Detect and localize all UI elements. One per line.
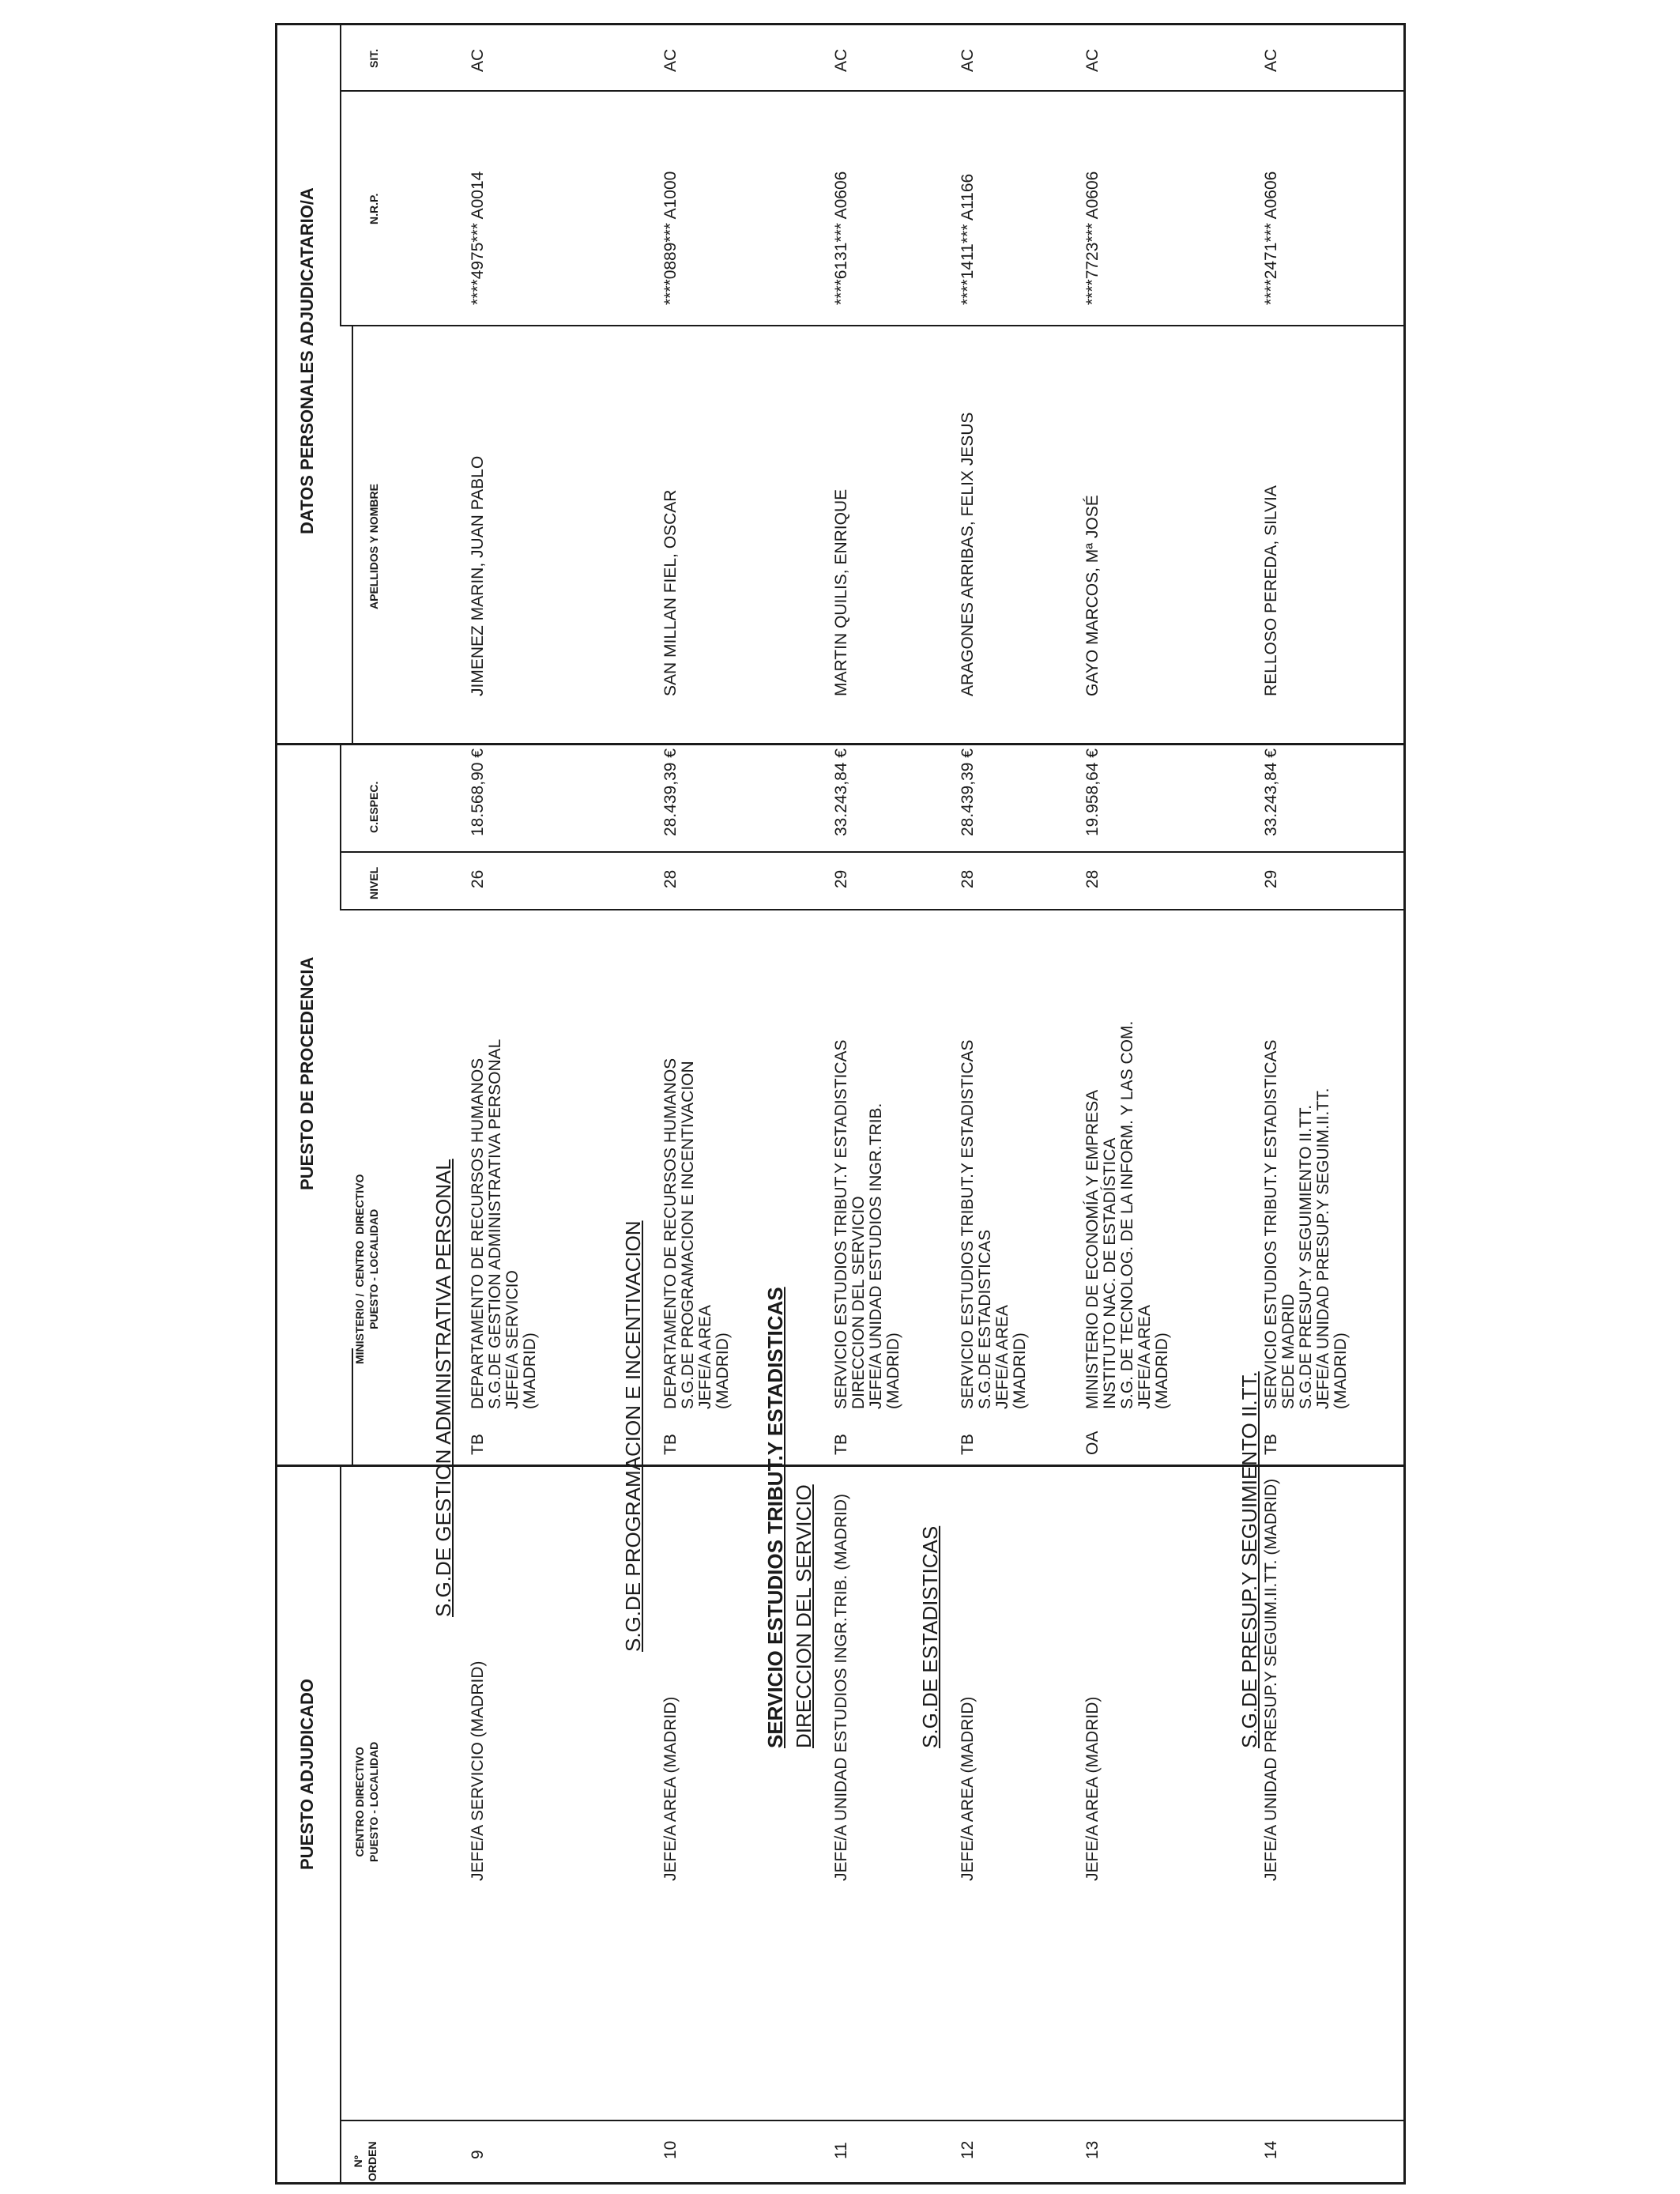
situacion: AC bbox=[832, 48, 850, 72]
c-espec: 18.568,90 € bbox=[469, 748, 487, 836]
nivel: 28 bbox=[959, 869, 977, 888]
header-rule-procedencia-left bbox=[352, 1348, 353, 1467]
tipo: TB bbox=[469, 1434, 487, 1455]
orden-number: 11 bbox=[832, 2142, 850, 2159]
c-espec: 33.243,84 € bbox=[832, 748, 850, 836]
nrp: ****1411*** A1166 bbox=[959, 173, 977, 305]
header-c-espec: C.ESPEC. bbox=[367, 781, 380, 833]
border-right bbox=[275, 23, 1406, 25]
header-datos-personales: DATOS PERSONALES ADJUDICATARIO/A bbox=[297, 187, 317, 534]
tipo: TB bbox=[661, 1434, 680, 1455]
apellidos-nombre: GAYO MARCOS, Mª JOSÉ bbox=[1083, 495, 1102, 696]
puesto-adjudicado: JEFE/A SERVICIO (MADRID) bbox=[469, 1661, 487, 1881]
header-nivel: NIVEL bbox=[367, 866, 380, 899]
procedencia bbox=[959, 1039, 1029, 1455]
orden-number: 10 bbox=[661, 2140, 680, 2159]
puesto-adjudicado: JEFE/A UNIDAD ESTUDIOS INGR.TRIB. (MADRID) bbox=[832, 1493, 850, 1881]
section-title: S.G.DE PROGRAMACION E INCENTIVACION bbox=[621, 1220, 645, 1652]
section-title: DIRECCION DEL SERVICIO bbox=[792, 1484, 816, 1748]
header-n-orden: Nº ORDEN bbox=[352, 2141, 379, 2181]
procedencia-text: MINISTERIO DE ECONOMÍA Y EMPRESA INSTITUTO NAC. DE ESTADÍSTICA S.G. DE TECNOLOG. DE LA INFORM. Y LAS COM. JEFE/A AREA (MADRID) bbox=[1083, 1020, 1171, 1409]
header-puesto-procedencia: PUESTO DE PROCEDENCIA bbox=[297, 956, 317, 1190]
nrp: ****2471*** A0606 bbox=[1262, 171, 1280, 305]
procedencia-text: SERVICIO ESTUDIOS TRIBUT.Y ESTADISTICAS DIRECCION DEL SERVICIO JEFE/A UNIDAD ESTUDIOS INGR.TRIB. (MADRID) bbox=[832, 1039, 902, 1409]
nivel: 28 bbox=[661, 869, 680, 888]
procedencia bbox=[469, 1039, 539, 1455]
header-rule-datos-left bbox=[352, 326, 353, 745]
puesto-adjudicado: JEFE/A AREA (MADRID) bbox=[1083, 1696, 1102, 1881]
c-espec: 33.243,84 € bbox=[1262, 748, 1280, 836]
nivel: 29 bbox=[832, 869, 850, 888]
puesto-adjudicado: JEFE/A AREA (MADRID) bbox=[661, 1696, 680, 1881]
header-rule-datos bbox=[340, 25, 341, 326]
procedencia bbox=[833, 1039, 902, 1455]
nrp: ****6131*** A0606 bbox=[832, 171, 850, 305]
procedencia-text: DEPARTAMENTO DE RECURSOS HUMANOS S.G.DE GESTION ADMINISTRATIVA PERSONAL JEFE/A SERVICIO (MADRID) bbox=[469, 1039, 539, 1409]
procedencia-text: SERVICIO ESTUDIOS TRIBUT.Y ESTADISTICAS SEDE MADRID S.G.DE PRESUP.Y SEGUIMIENTO II.TT. JEFE/A UNIDAD PRESUP.Y SEGUIM.II.TT. (MADRID) bbox=[1262, 1039, 1350, 1409]
nrp: ****7723*** A0606 bbox=[1083, 171, 1102, 305]
orden-number: 14 bbox=[1262, 2140, 1280, 2159]
puesto-adjudicado: JEFE/A UNIDAD PRESUP.Y SEGUIM.II.TT. (MADRID) bbox=[1262, 1478, 1280, 1881]
section-title: SERVICIO ESTUDIOS TRIBUT.Y ESTADISTICAS bbox=[763, 1287, 787, 1748]
apellidos-nombre: JIMENEZ MARIN, JUAN PABLO bbox=[469, 455, 487, 696]
procedencia-text: SERVICIO ESTUDIOS TRIBUT.Y ESTADISTICAS S.G.DE ESTADISTICAS JEFE/A AREA (MADRID) bbox=[959, 1039, 1029, 1409]
col-divider-nrp-left bbox=[340, 325, 1406, 326]
border-left bbox=[275, 2182, 1406, 2185]
situacion: AC bbox=[1262, 48, 1280, 72]
group-divider-2 bbox=[275, 743, 1406, 745]
header-ministerio: MINISTERIO / CENTRO DIRECTIVO PUESTO - LOCALIDAD bbox=[353, 1174, 380, 1364]
section-title: S.G.DE ESTADISTICAS bbox=[918, 1525, 942, 1748]
border-top bbox=[275, 23, 277, 2185]
col-divider-sit-left bbox=[340, 90, 1406, 92]
situacion: AC bbox=[959, 48, 977, 72]
header-apellidos: APELLIDOS Y NOMBRE bbox=[367, 484, 380, 609]
nrp: ****0889*** A1000 bbox=[661, 171, 680, 305]
tipo: TB bbox=[832, 1434, 850, 1455]
procedencia bbox=[1084, 1021, 1171, 1455]
c-espec: 19.958,64 € bbox=[1083, 748, 1102, 836]
header-sit: SIT. bbox=[367, 48, 380, 68]
header-rule-procedencia bbox=[340, 745, 341, 910]
header-rule-adjudicado bbox=[340, 1467, 341, 2185]
header-centro-directivo: CENTRO DIRECTIVO PUESTO - LOCALIDAD bbox=[353, 1741, 380, 1862]
situacion: AC bbox=[661, 48, 680, 72]
orden-number: 12 bbox=[959, 2140, 977, 2159]
nivel: 29 bbox=[1262, 869, 1280, 888]
situacion: AC bbox=[469, 48, 487, 72]
tipo: TB bbox=[1262, 1434, 1280, 1455]
border-bottom bbox=[1403, 23, 1406, 2185]
c-espec: 28.439,39 € bbox=[959, 748, 977, 836]
header-puesto-adjudicado: PUESTO ADJUDICADO bbox=[297, 1678, 317, 1870]
nivel: 26 bbox=[469, 869, 487, 888]
col-divider-orden bbox=[340, 2120, 1406, 2121]
tipo: OA bbox=[1083, 1431, 1102, 1455]
apellidos-nombre: RELLOSO PEREDA, SILVIA bbox=[1262, 485, 1280, 696]
apellidos-nombre: MARTIN QUILIS, ENRIQUE bbox=[832, 488, 850, 696]
col-divider-nivel-right bbox=[340, 851, 1406, 853]
orden-number: 9 bbox=[469, 2150, 487, 2159]
c-espec: 28.439,39 € bbox=[661, 748, 680, 836]
situacion: AC bbox=[1083, 48, 1102, 72]
apellidos-nombre: ARAGONES ARRIBAS, FELIX JESUS bbox=[959, 412, 977, 696]
orden-number: 13 bbox=[1083, 2140, 1102, 2159]
section-title: S.G.DE PRESUP.Y SEGUIMIENTO II.TT. bbox=[1237, 1371, 1261, 1748]
procedencia-text: DEPARTAMENTO DE RECURSOS HUMANOS S.G.DE PROGRAMACION E INCENTIVACION JEFE/A AREA (MADRID) bbox=[661, 1057, 732, 1409]
section-title: S.G.DE GESTION ADMINISTRATIVA PERSONAL bbox=[431, 1159, 455, 1617]
procedencia bbox=[1263, 1039, 1350, 1455]
tipo: TB bbox=[959, 1434, 977, 1455]
nivel: 28 bbox=[1083, 869, 1102, 888]
apellidos-nombre: SAN MILLAN FIEL, OSCAR bbox=[661, 489, 680, 696]
header-nrp: N.R.P. bbox=[367, 193, 380, 224]
procedencia bbox=[662, 1058, 732, 1455]
col-divider-nivel-left bbox=[340, 909, 1406, 910]
nrp: ****4975*** A0014 bbox=[469, 171, 487, 305]
puesto-adjudicado: JEFE/A AREA (MADRID) bbox=[959, 1696, 977, 1881]
